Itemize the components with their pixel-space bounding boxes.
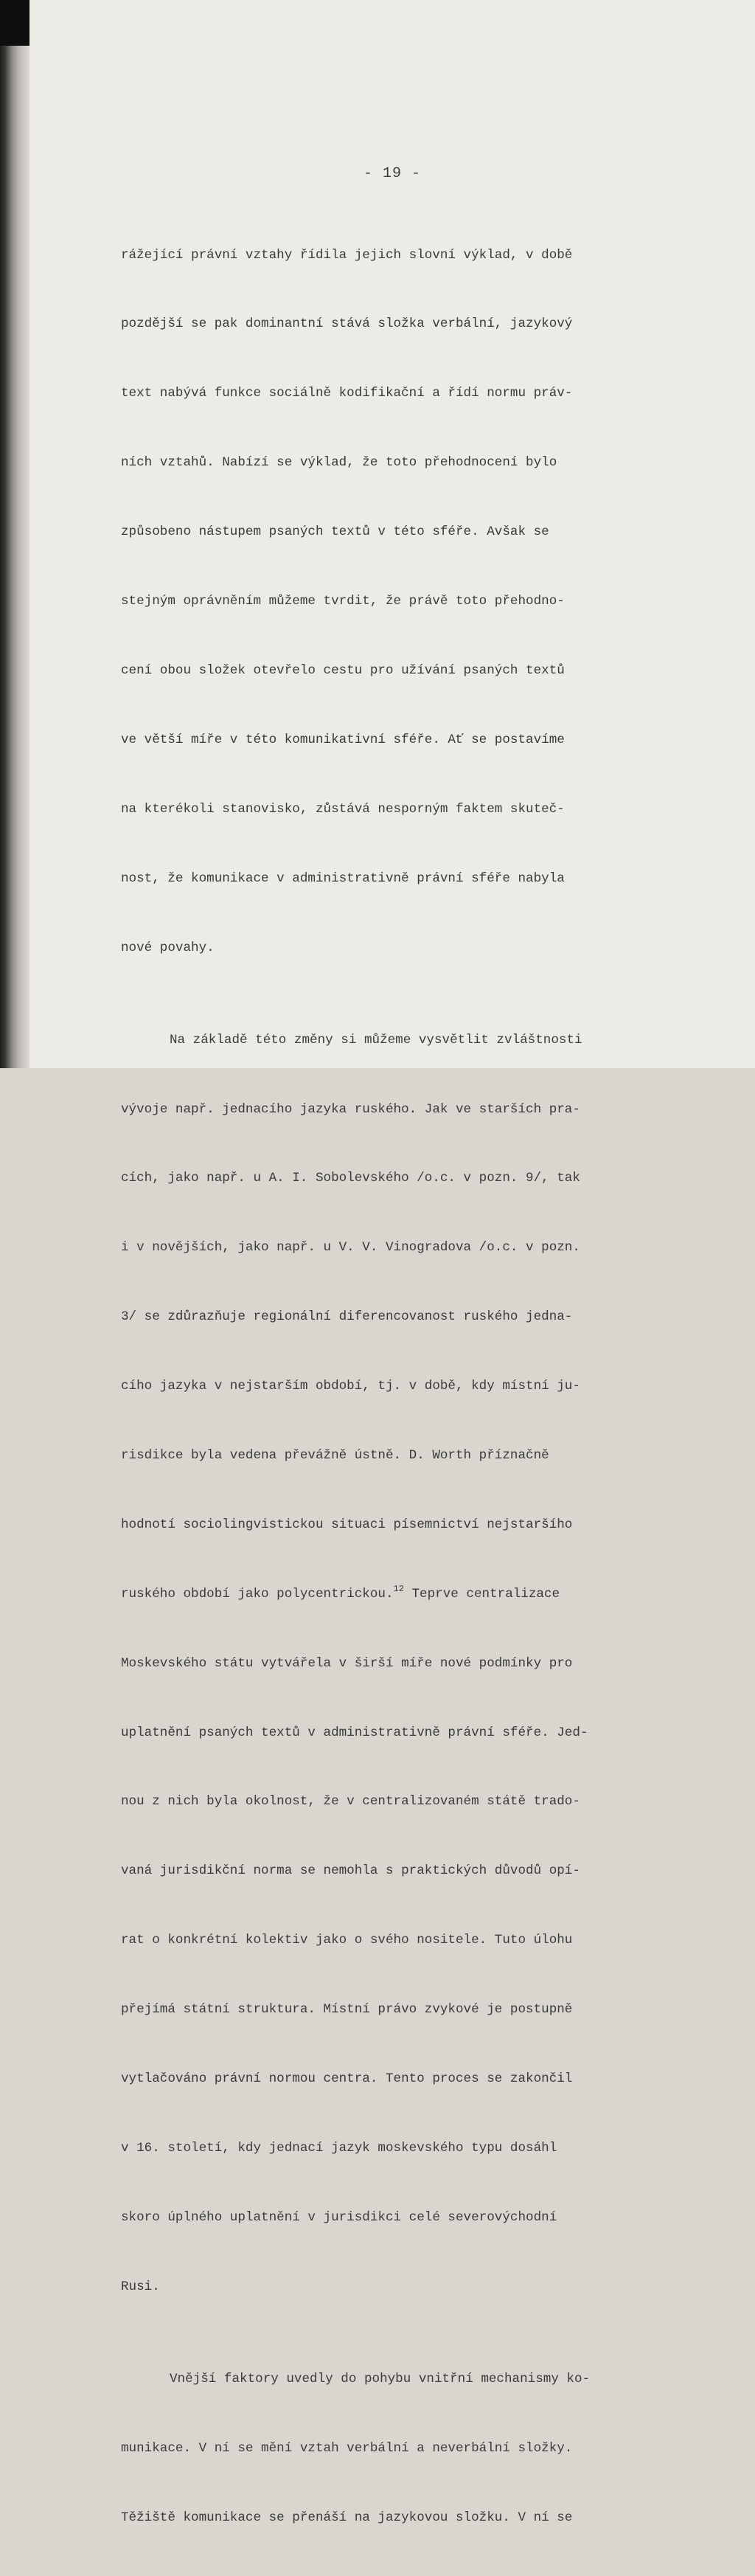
binding-edge <box>0 0 29 1068</box>
text-line: nou z nich byla okolnost, že v centralizovaném státě trado- <box>121 1794 580 1810</box>
text-line: skoro úplného uplatnění v jurisdikci celé severovýchodní <box>121 2209 557 2225</box>
text-line-with-note <box>121 1583 681 1606</box>
text-line: rážející právní vztahy řídila jejich slovní výklad, v době <box>121 247 573 263</box>
text-line: přejímá státní struktura. Místní právo zvykové je postupně <box>121 2002 573 2018</box>
text-line: ve větší míře v této komunikativní sféře. Ať se postavíme <box>121 732 565 747</box>
text-line: na kterékoli stanovisko, zůstává nesporným faktem skuteč- <box>121 801 565 817</box>
text-segment: ruského období jako polycentrickou. <box>121 1586 394 1602</box>
text-line: Vnější faktory uvedly do pohybu vnitřní mechanismy ko- <box>170 2371 591 2386</box>
text-line: vaná jurisdikční norma se nemohla s praktických důvodů opí- <box>121 1863 580 1879</box>
text-line: hodnotí sociolingvistickou situaci písemnictví nejstaršího <box>121 1517 573 1532</box>
text-segment: Teprve centralizace <box>403 1586 560 1602</box>
text-line: nost, že komunikace v administrativně právní sféře nabyla <box>121 870 565 886</box>
text-line: 3/ se zdůrazňuje regionální diferencovanost ruského jedna- <box>121 1309 573 1325</box>
text-line: Moskevského státu vytvářela v širší míře nové podmínky pro <box>121 1655 573 1671</box>
text-line: cího jazyka v nejstarším období, tj. v době, kdy místní ju- <box>121 1379 580 1394</box>
text-line: ních vztahů. Nabízí se výklad, že toto přehodnocení bylo <box>121 455 557 471</box>
text-line: v 16. století, kdy jednací jazyk moskevského typu dosáhl <box>121 2140 557 2156</box>
page-number: - 19 - <box>363 165 421 182</box>
text-line: nové povahy. <box>121 940 215 955</box>
binding-corner <box>0 0 29 46</box>
text-line: cení obou složek otevřelo cestu pro užívání psaných textů <box>121 662 565 678</box>
text-line: pozdější se pak dominantní stává složka verbální, jazykový <box>121 316 573 332</box>
text-line: vývoje např. jednacího jazyka ruského. Jak ve starších pra- <box>121 1101 580 1117</box>
text-line: způsobeno nástupem psaných textů v této sféře. Avšak se <box>121 524 549 540</box>
text-line: text nabývá funkce sociálně kodifikační a řídí normu práv- <box>121 386 573 401</box>
text-line: i v novějších, jako např. u V. V. Vinogradova /o.c. v pozn. <box>121 1240 580 1256</box>
text-line: Na základě této změny si můžeme vysvětlit zvláštnosti <box>170 1032 582 1048</box>
body-text <box>121 198 681 2576</box>
text-line: uplatnění psaných textů v administrativně právní sféře. Jed- <box>121 1725 588 1740</box>
text-line: cích, jako např. u A. I. Sobolevského /o.c. v pozn. 9/, tak <box>121 1171 580 1186</box>
text-line: risdikce byla vedena převážně ústně. D. Worth příznačně <box>121 1448 549 1464</box>
text-line: vytlačováno právní normou centra. Tento proces se zakončil <box>121 2071 573 2087</box>
text-line: rat o konkrétní kolektiv jako o svého nositele. Tuto úlohu <box>121 1933 573 1948</box>
footnote-reference: 12 <box>393 1583 404 1594</box>
text-line: Těžiště komunikace se přenáší na jazykovou složku. V ní se <box>121 2510 573 2525</box>
text-line: munikace. V ní se mění vztah verbální a neverbální složky. <box>121 2440 573 2456</box>
text-line: Rusi. <box>121 2279 160 2294</box>
text-line: stejným oprávněním můžeme tvrdit, že právě toto přehodno- <box>121 594 565 609</box>
